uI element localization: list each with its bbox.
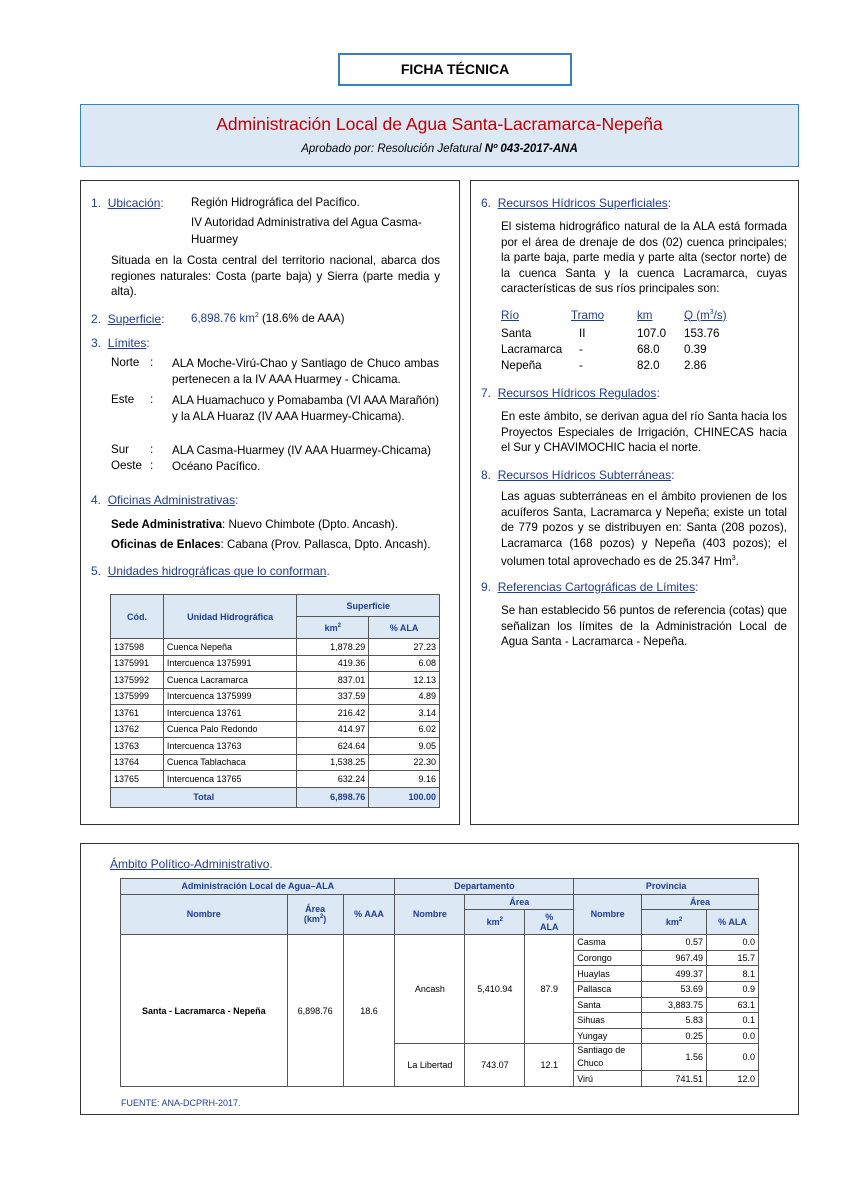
unit-pct: 3.14 [369,705,440,722]
section-6-heading: 6. Recursos Hídricos Superficiales: [481,196,672,210]
rivers-header-rio: Río [501,308,520,322]
section-1-heading: 1. Ubicación: [91,196,164,210]
unit-km: 624.64 [297,738,369,755]
province-pct: 0.9 [707,981,759,997]
units-header-km: $km^2$ [297,617,369,639]
header-depto-area: Área [465,894,574,910]
header-ala-area: Área $(km^2)$ [287,894,343,935]
river-name: Lacramarca [501,342,563,356]
rivers-header-q: Q $(m^3/s)$ [684,308,727,322]
rivers-header-km: km [637,308,653,322]
limit-direction: Oeste [111,459,142,472]
unit-pct: 9.16 [369,771,440,788]
table-row [111,721,440,738]
superficiales-paragraph: El sistema hidrográfico natural de la ALA está formada por el área de drenaje de dos (02) cuenca principales; la parte baja, parte media y parte alta (sector norte) de la cuenca Santa y la cuenca Lacramarca, cuyas características de sus ríos principales son: [501,220,787,295]
province-pct: 0.1 [707,1013,759,1029]
river-name: Nepeña [501,358,542,372]
unit-name: Intercuenca 13763 [163,738,297,755]
table-row [121,935,759,951]
header-prov-area: Área [642,894,759,910]
ambito-heading: Ámbito Político-Administrativo. [110,857,273,871]
unit-pct: 27.23 [369,639,440,656]
table-row [111,655,440,672]
units-header-superficie: Superficie [297,595,440,617]
unit-km: 1,538.25 [297,754,369,771]
department-pct: 87.9 [525,935,574,1044]
unit-code: 13761 [111,705,164,722]
province-pct: 12.0 [707,1071,759,1087]
section-9-heading: 9. Referencias Cartográficas de Límites: [481,580,699,594]
header-prov-pct: % ALA [707,910,759,935]
document-label: FICHA TÉCNICA [338,53,572,86]
province-pct: 15.7 [707,950,759,966]
unit-km: 414.97 [297,721,369,738]
river-name: Santa [501,326,532,340]
department-pct: 12.1 [525,1044,574,1087]
unit-km: 337.59 [297,688,369,705]
unit-pct: 6.08 [369,655,440,672]
province-name: Casma [574,935,642,951]
source-note: FUENTE: ANA-DCPRH-2017. [121,1098,241,1108]
table-row [111,639,440,656]
province-name: Virú [574,1071,642,1087]
limit-text: Océano Pacífico. [172,460,261,473]
river-q: 2.86 [684,358,707,372]
approval-line [81,143,798,155]
table-row [501,357,741,373]
province-km: 0.57 [642,935,707,951]
unit-code: 1375992 [111,672,164,689]
ala-name: Santa - Lacramarca - Nepeña [121,935,288,1087]
header-prov-nombre: Nombre [574,894,642,935]
limit-text: ALA Casma-Huarmey (IV AAA Huarmey-Chicama) [172,444,432,457]
province-name: Corongo [574,950,642,966]
unit-km: 419.36 [297,655,369,672]
table-row [111,705,440,722]
table-row [111,672,440,689]
ala-area: 6,898.76 [287,935,343,1087]
river-km: 68.0 [637,342,660,356]
river-km: 107.0 [637,326,667,340]
unit-pct: 12.13 [369,672,440,689]
unit-pct: 9.05 [369,738,440,755]
subterraneas-paragraph: Las aguas subterráneas en el ámbito provienen de los acuíferos Santa, Lacramarca y Nepeña; existe un total de 779 pozos y se distribuyen en: Santa (208 pozos), Lacramarca (168 pozos) y Nepeña (403 pozos); el volumen total aprovechado es de 25.347 Hm$^3$. [501,490,787,568]
river-q: 153.76 [684,326,720,340]
province-name: Santa [574,997,642,1013]
table-row [501,325,741,341]
table-row [111,738,440,755]
ala-pct: 18.6 [343,935,395,1087]
unit-name: Intercuenca 13765 [163,771,297,788]
sede-line: Sede Administrativa: Nuevo Chimbote (Dpto. Ancash). [111,518,398,531]
section-2-heading: 2. Superficie: [91,312,165,326]
unit-km: 837.01 [297,672,369,689]
header-provincia: Provincia [574,879,759,895]
header-depto-km: $km^2$ [465,910,525,935]
unit-code: 13765 [111,771,164,788]
river-q: 0.39 [684,342,707,356]
province-pct: 63.1 [707,997,759,1013]
header-ala-pct: % AAA [343,894,395,935]
page-title: Administración Local de Agua Santa-Lacramarca-Nepeña [216,114,663,134]
units-total-km: 6,898.76 [297,787,369,807]
limit-separator: : [150,459,154,472]
header-ala-nombre: Nombre [121,894,288,935]
units-total-pct: 100.00 [369,787,440,807]
enlace-line: Oficinas de Enlaces: Cabana (Prov. Pallasca, Dpto. Ancash). [111,538,431,551]
province-name: Santiago de Chuco [574,1044,642,1071]
limit-direction: Este [111,393,135,406]
unit-code: 137598 [111,639,164,656]
province-km: 741.51 [642,1071,707,1087]
header-prov-km: $km^2$ [642,910,707,935]
department-km: 5,410.94 [465,935,525,1044]
limit-text: ALA Huamachuco y Pomabamba (VI AAA Marañón) y la ALA Huaraz (IV AAA Huarmey-Chicama). [172,394,439,423]
unit-name: Cuenca Palo Redondo [163,721,297,738]
unit-name: Cuenca Lacramarca [163,672,297,689]
unit-km: 632.24 [297,771,369,788]
ubicacion-region: Región Hidrográfica del Pacífico. [191,196,360,209]
province-pct: 0.0 [707,935,759,951]
unit-pct: 6.02 [369,721,440,738]
unit-code: 13763 [111,738,164,755]
province-pct: 8.1 [707,966,759,982]
province-name: Pallasca [574,981,642,997]
unit-code: 1375999 [111,688,164,705]
province-km: 53.69 [642,981,707,997]
section-7-heading: 7. Recursos Hídricos Regulados: [481,386,660,400]
regulados-paragraph: En este ámbito, se derivan agua del río Santa hacia los Proyectos Especiales de Irrigación, CHINECAS hacia el Sur y CHAVIMOCHIC hacia el norte. [501,410,787,454]
unit-name: Intercuenca 1375991 [163,655,297,672]
units-header-unidad: Unidad Hidrográfica [163,595,297,639]
province-name: Yungay [574,1028,642,1044]
limit-text: ALA Moche-Virú-Chao y Santiago de Chuco ambas pertenecen a la IV AAA Huarmey - Chicama. [172,357,439,386]
approval-number: Nº 043-2017-ANA [484,143,578,155]
unit-code: 1375991 [111,655,164,672]
ubicacion-paragraph: Situada en la Costa central del territorio nacional, abarca dos regiones naturales: Costa (parte baja) y Sierra (parte media y alta). [111,254,440,298]
province-km: 499.37 [642,966,707,982]
section-3-heading: 3. Límites: [91,336,150,350]
approval-prefix: Aprobado por: Resolución Jefatural [301,143,485,155]
table-row [111,771,440,788]
department-name: La Libertad [395,1044,465,1087]
header-departamento: Departamento [395,879,574,895]
header-ala: Administración Local de Agua–ALA [121,879,395,895]
province-km: 967.49 [642,950,707,966]
department-name: Ancash [395,935,465,1044]
unit-pct: 4.89 [369,688,440,705]
province-name: Huaylas [574,966,642,982]
unit-name: Cuenca Nepeña [163,639,297,656]
units-header-pct: % ALA [369,617,440,639]
referencias-paragraph: Se han establecido 56 puntos de referencia (cotas) que señalizan los límites de la Administración Local de Agua Santa - Lacramarca - Nepeña. [501,604,787,648]
river-tramo: - [579,358,583,372]
superficie-value: 6,898.76 $km^2$ (18.6% de AAA) [191,312,345,325]
header-banner [80,104,799,167]
section-4-heading: 4. Oficinas Administrativas: [91,493,239,507]
units-total-label: Total [111,787,297,807]
limit-direction: Sur [111,443,130,456]
table-row [501,341,741,357]
ambito-table [120,878,759,1087]
unit-km: 216.42 [297,705,369,722]
unit-name: Intercuenca 13761 [163,705,297,722]
province-km: 0.25 [642,1028,707,1044]
header-depto-pct: % ALA [525,910,574,935]
ubicacion-aaa: IV Autoridad Administrativa del Agua Casma- [191,216,422,229]
river-tramo: II [579,326,586,340]
province-pct: 0.0 [707,1028,759,1044]
limit-separator: : [150,356,154,369]
unit-name: Intercuenca 1375999 [163,688,297,705]
unit-name: Cuenca Tablachaca [163,754,297,771]
unit-code: 13764 [111,754,164,771]
province-km: 5.83 [642,1013,707,1029]
province-pct: 0.0 [707,1044,759,1071]
rivers-header-tramo: Tramo [571,308,605,322]
unit-km: 1,878.29 [297,639,369,656]
province-km: 3,883.75 [642,997,707,1013]
header-depto-nombre: Nombre [395,894,465,935]
limit-direction: Norte [111,356,140,369]
province-km: 1.56 [642,1044,707,1071]
department-km: 743.07 [465,1044,525,1087]
section-8-heading: 8. Recursos Hídricos Subterráneas: [481,468,675,482]
units-header-cod: Cód. [111,595,164,639]
unit-pct: 22.30 [369,754,440,771]
table-row [111,754,440,771]
river-tramo: - [579,342,583,356]
ubicacion-aaa-cont: Huarmey [191,233,239,246]
province-name: Sihuas [574,1013,642,1029]
river-km: 82.0 [637,358,660,372]
limit-separator: : [150,443,154,456]
table-row [111,688,440,705]
section-5-heading: 5. Unidades hidrográficas que lo conforman. [91,564,330,578]
limit-separator: : [150,393,154,406]
rivers-table [501,305,741,373]
units-table [110,594,440,808]
unit-code: 13762 [111,721,164,738]
